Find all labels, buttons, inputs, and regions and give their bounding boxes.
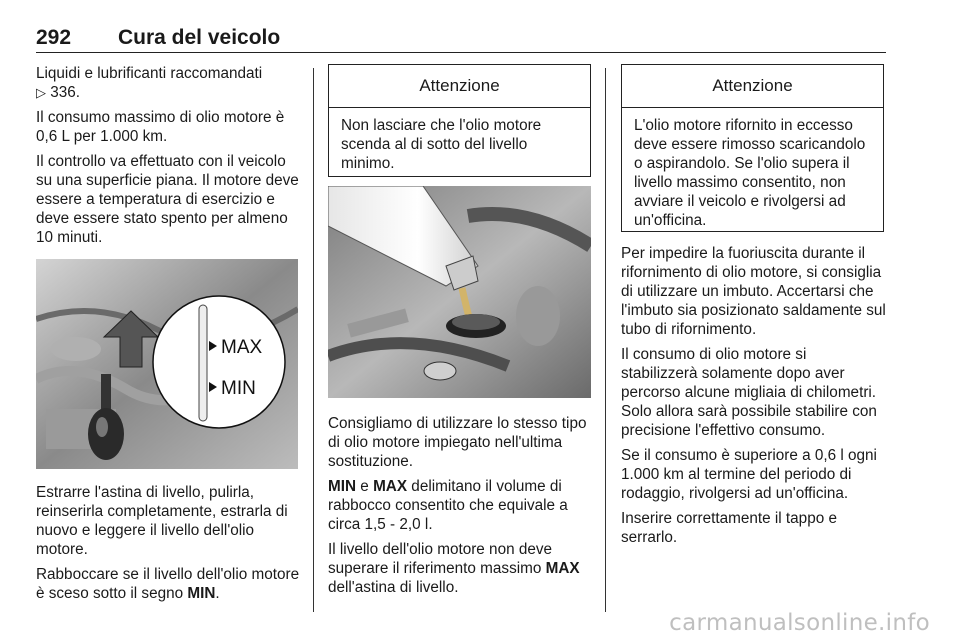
page-number: 292 <box>36 26 72 49</box>
same-oil-recommendation: Consigliamo di utilizzare lo stesso tipo di olio motore impiegato nell'ultima sostituzione. <box>328 415 587 470</box>
warning-body: Non lasciare che l'olio motore scenda al di sotto del livello minimo. <box>341 117 542 172</box>
column-1 <box>36 64 302 609</box>
top-up-text: Rabboccare se il livello dell'olio motore è sceso sotto il segno MIN. <box>36 566 300 602</box>
recommended-fluids-ref: Liquidi e lubrificanti raccomandati ▷ 336. <box>36 65 263 101</box>
warning-box-min-level <box>328 64 591 177</box>
column-2 <box>328 64 593 603</box>
page-ref-arrow-icon: ▷ <box>36 85 46 100</box>
page-header <box>36 26 886 53</box>
min-max-volume-text: MIN e MAX delimitano il volume di rabbocco consentito che equivale a circa 1,5 - 2,0 l. <box>328 478 568 533</box>
min-mark-label: MIN <box>221 378 256 399</box>
column-3 <box>621 64 887 553</box>
max-mark-label: MAX <box>221 337 263 358</box>
column-divider-1 <box>313 68 314 612</box>
excess-consumption-text: Se il consumo è superiore a 0,6 l ogni 1.000 km al termine del periodo di rodaggio, rivolgersi ad un'officina. <box>621 447 877 502</box>
cap-tighten-text: Inserire correttamente il tappo e serrarlo. <box>621 510 837 546</box>
dipstick-illustration <box>36 259 298 469</box>
max-level-limit-text: Il livello dell'olio motore non deve superare il riferimento massimo MAX dell'astina di livello. <box>328 541 580 596</box>
page-ref-link[interactable]: 336. <box>50 84 81 101</box>
warning-body: L'olio motore rifornito in eccesso deve essere rimosso scaricandolo o aspirandolo. Se l'olio supera il livello massimo consentito, non avviare il veicolo e rivolgersi ad un'officina. <box>634 117 866 229</box>
warning-title: Attenzione <box>329 65 590 108</box>
watermark: carmanualsonline.info <box>669 610 930 636</box>
funnel-advice-text: Per impedire la fuoriuscita durante il rifornimento di olio motore, si consiglia di utilizzare un imbuto. Accertarsi che l'imbuto sia posizionato saldamente sul tubo di rifornimento. <box>621 245 886 338</box>
oil-filling-illustration <box>328 186 591 398</box>
max-consumption-text: Il consumo massimo di olio motore è 0,6 L per 1.000 km. <box>36 109 285 145</box>
section-title: Cura del veicolo <box>118 26 281 49</box>
dipstick-procedure-text: Estrarre l'astina di livello, pulirla, reinserirla completamente, estrarla di nuovo e leggere il livello dell'olio motore. <box>36 484 288 558</box>
warning-box-overfill <box>621 64 884 232</box>
column-divider-2 <box>605 68 606 612</box>
consumption-stabilization-text: Il consumo di olio motore si stabilizzerà solamente dopo aver percorso alcune migliaia di chilometri. Solo allora sarà possibile stabilire con precisione l'effettivo consumo. <box>621 346 877 439</box>
check-conditions-text: Il controllo va effettuato con il veicolo su una superficie piana. Il motore deve essere a temperatura di esercizio e deve essere stato spento per almeno 10 minuti. <box>36 153 299 246</box>
warning-title: Attenzione <box>622 65 883 108</box>
